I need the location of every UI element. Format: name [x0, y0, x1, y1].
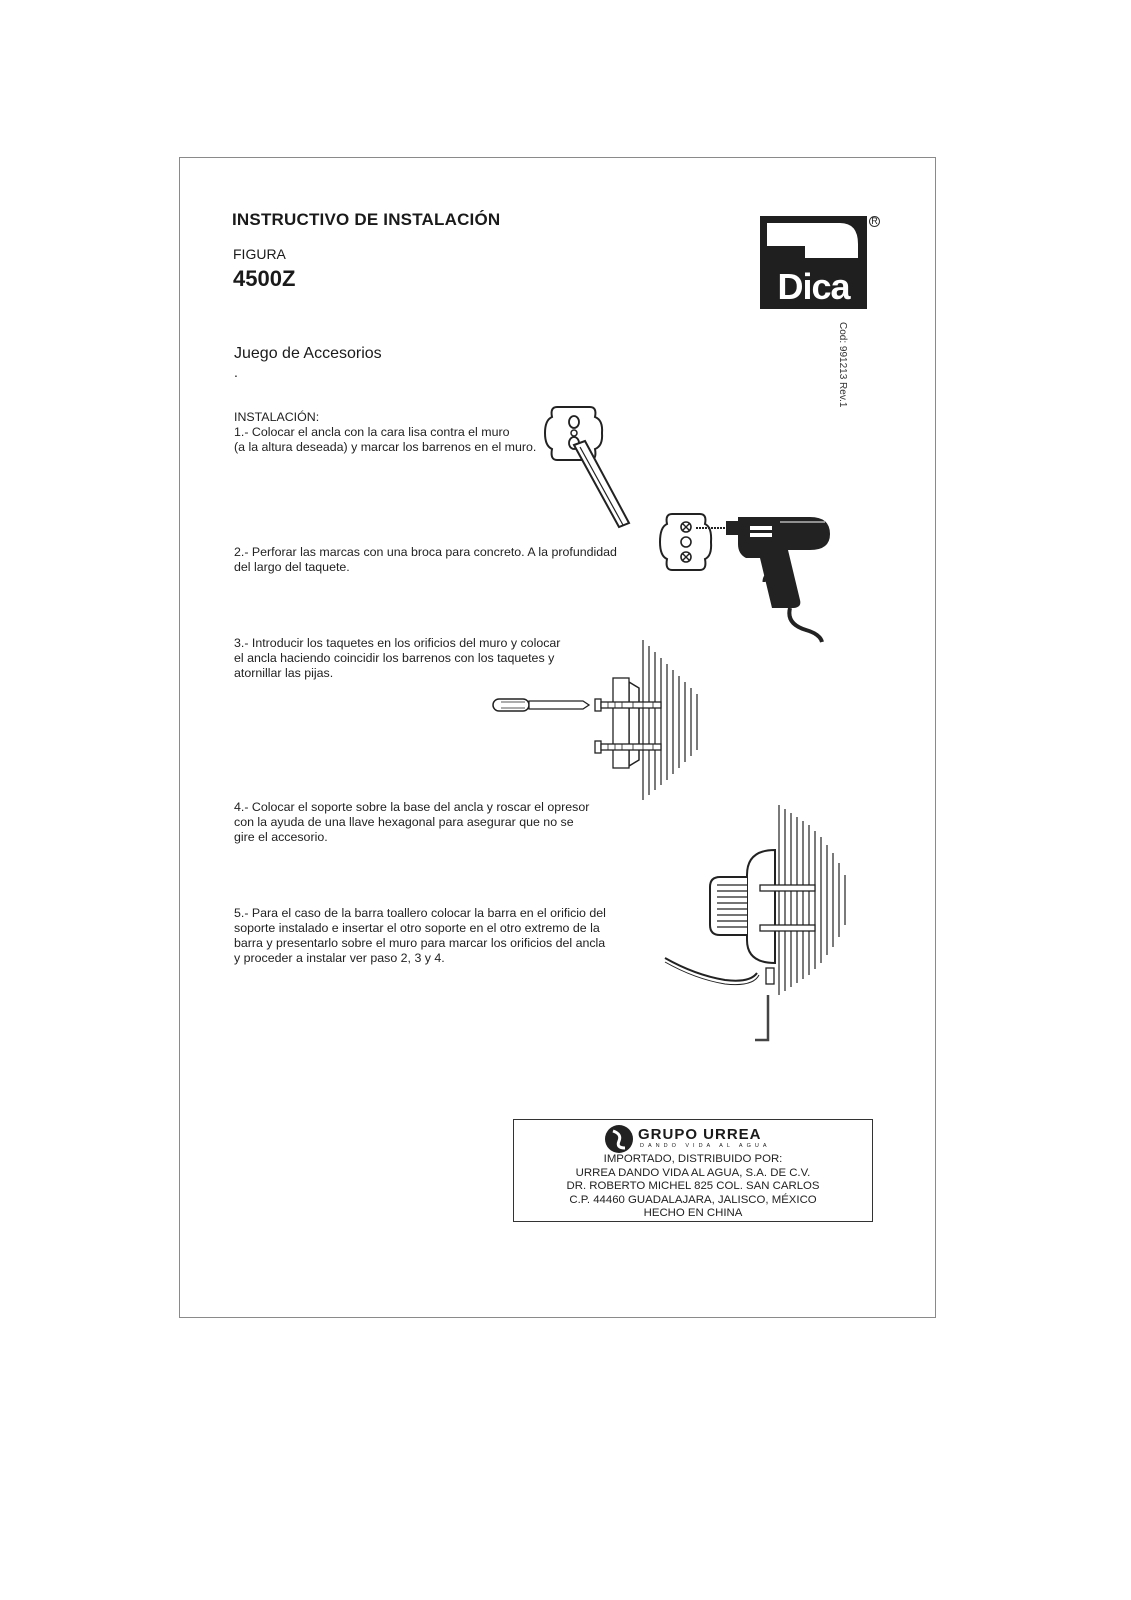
step-3-text: 3.- Introducir los taquetes en los orificios del muro y colocar el ancla haciendo coincidir los barrenos con los taquetes y atornillar las pijas.: [234, 636, 561, 680]
step-5-text: 5.- Para el caso de la barra toallero colocar la barra en el orificio del soporte instalado e insertar el otro soporte en el otro extremo de la barra y presentarlo sobre el muro para marcar los orificios del ancla y proceder a instalar ver paso 2, 3 y 4.: [234, 906, 606, 965]
company-name: GRUPO URREA: [638, 1126, 762, 1143]
support-and-bar-illustration: [665, 805, 855, 1040]
dica-logo: [760, 216, 867, 309]
figure-number: 4500Z: [233, 266, 296, 291]
importer-line: C.P. 44460 GUADALAJARA, JALISCO, MÉXICO: [569, 1193, 817, 1206]
anchor-marking-illustration: [545, 405, 635, 530]
installation-heading: INSTALACIÓN:: [234, 410, 320, 424]
importer-line: DR. ROBERTO MICHEL 825 COL. SAN CARLOS: [566, 1180, 820, 1192]
step-2-text: 2.- Perforar las marcas con una broca para concreto. A la profundidad del largo del taquete.: [234, 545, 617, 574]
importer-address: [514, 1153, 872, 1221]
dica-logo-text: Dica: [777, 266, 850, 307]
importer-line: URREA DANDO VIDA AL AGUA, S.A. DE C.V.: [575, 1166, 811, 1179]
figure-label: FIGURA: [233, 246, 286, 262]
registered-mark: R: [869, 216, 880, 227]
kit-subtitle: Juego de Accesorios: [234, 345, 382, 362]
importer-info-box: [513, 1119, 873, 1222]
importer-line: HECHO EN CHINA: [643, 1207, 743, 1219]
document-title: INSTRUCTIVO DE INSTALACIÓN: [232, 210, 501, 229]
document-code: Cod: 991213 Rev.1: [837, 322, 848, 408]
urrea-emblem-icon: [604, 1124, 634, 1154]
step-1-text: 1.- Colocar el ancla con la cara lisa contra el muro (a la altura deseada) y marcar los barrenos en el muro.: [234, 425, 537, 454]
screw-installation-illustration: [493, 640, 708, 805]
subtitle-dot: .: [234, 364, 238, 380]
company-tagline: DANDO VIDA AL AGUA: [640, 1143, 771, 1149]
step-4-text: 4.- Colocar el soporte sobre la base del ancla y roscar el opresor con la ayuda de una llave hexagonal para asegurar que no se gire el accesorio.: [234, 800, 590, 844]
importer-line: IMPORTADO, DISTRIBUIDO POR:: [603, 1153, 783, 1165]
drill-illustration: [660, 512, 865, 652]
